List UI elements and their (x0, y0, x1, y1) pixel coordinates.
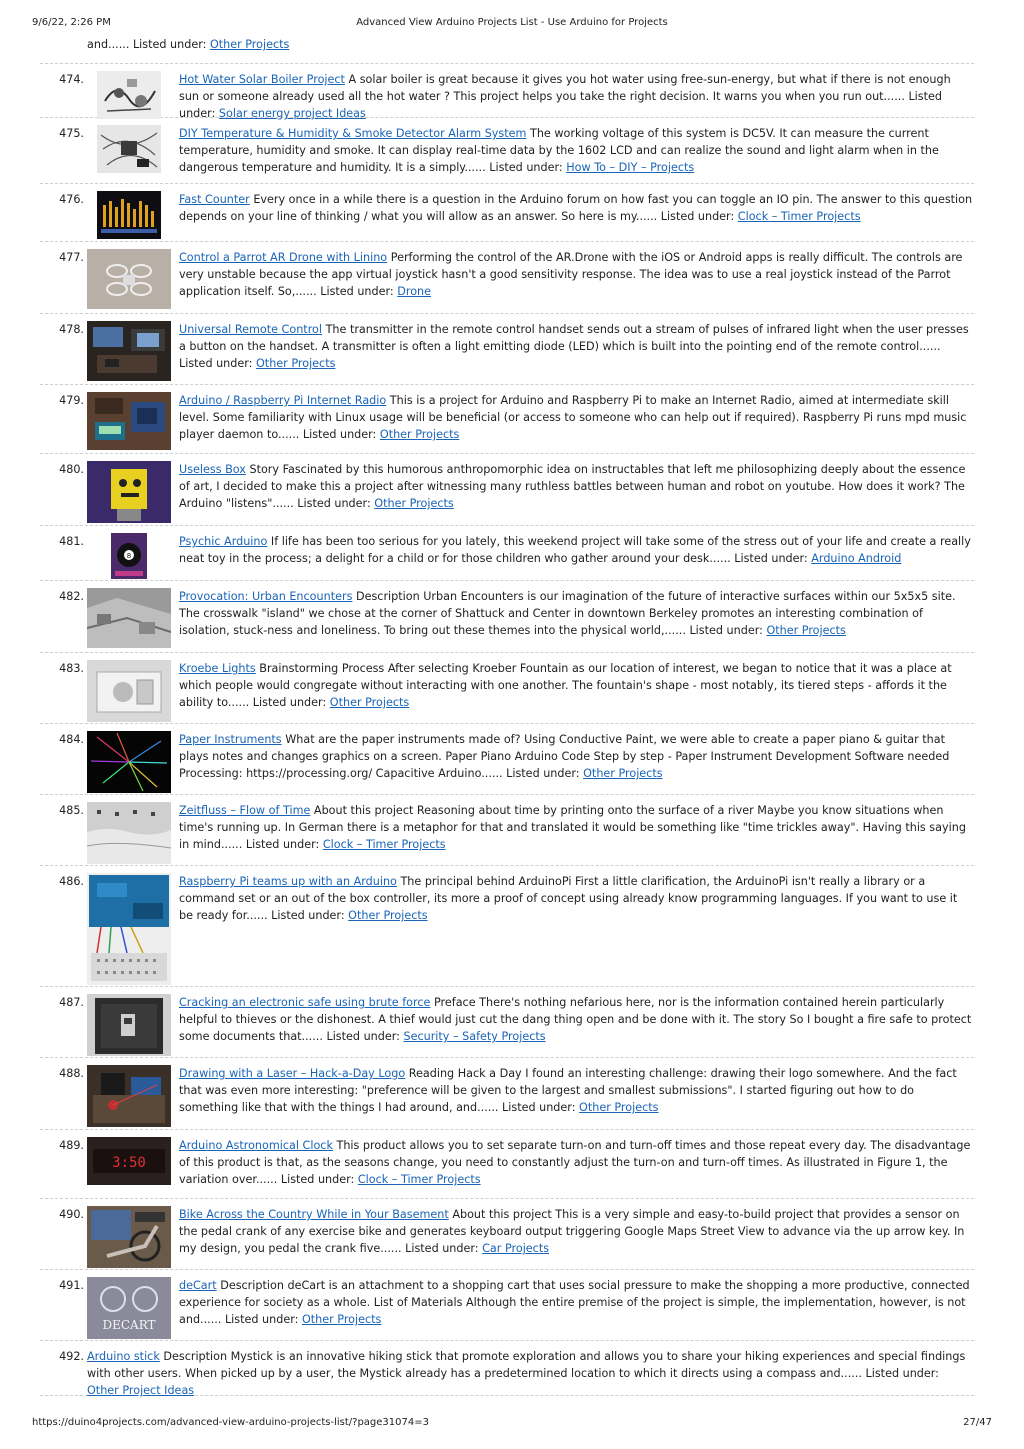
category-link[interactable]: Clock – Timer Projects (322, 838, 446, 851)
project-title-link[interactable]: Cracking an electronic safe using brute force (179, 996, 431, 1009)
project-title-link[interactable]: Useless Box (179, 463, 246, 476)
project-thumbnail[interactable] (87, 1206, 171, 1268)
list-item-text: Hot Water Solar Boiler Project A solar boiler is great because it gives you hot water using free-sun-energy, but what if there is not enough sun or someone already used all the hot water ? This project helps you take the right decision. It warns you when you run out...... Listed under: Solar energy project Ideas (179, 73, 951, 120)
list-item-text: Zeitfluss – Flow of Time About this project Reasoning about time by printing onto the surface of a river Maybe you know situations when time's running up. In German there is a metaphor for that and translated it would be something like "time trickles away". Having this saying in mind...... Listed under: Clock – Timer Projects (179, 804, 966, 851)
clock-digits: 3:50 (112, 1155, 146, 1171)
list-item-continuation (40, 36, 974, 64)
list-item (40, 184, 974, 242)
list-item-text: Arduino stick Description Mystick is an innovative hiking stick that promote exploration and allows you to share your hiking experiences and special findings with other users. When picked up by a user, the Mystick already has a predetermined location to which it directs using a compass and...... Listed under: Other Project Ideas (87, 1350, 966, 1397)
list-item (40, 866, 974, 987)
project-title-link[interactable]: Paper Instruments (179, 733, 282, 746)
print-url: https://duino4projects.com/advanced-view-arduino-projects-list/?page31074=3 (32, 1417, 429, 1428)
project-title-link[interactable]: Psychic Arduino (179, 535, 268, 548)
list-item (40, 118, 974, 184)
list-item (40, 987, 974, 1058)
item-number: 480. (59, 463, 84, 476)
project-title-link[interactable]: Arduino stick (87, 1350, 160, 1363)
list-item-text: Raspberry Pi teams up with an Arduino The principal behind ArduinoPi First a little clarification, the ArduinoPi isn't really a library or a command set or an out of the box controller, its more a proof of concept using already know programming languages. If you want to use it be ready for...... Listed under: Other Projects (179, 875, 958, 922)
list-item-text: Provocation: Urban Encounters Description Urban Encounters is our imagination of the future of interactive surfaces within our 5x5x5 site. The crosswalk "island" we chose at the corner of Shattuck and Center in downtown Berkeley promotes an interesting combination of isolation, stuck-ness and loneliness. To bring out these themes into the physical world,...... Listed under: Other Projects (179, 590, 956, 637)
category-link[interactable]: Other Projects (209, 38, 290, 51)
project-title-link[interactable]: Universal Remote Control (179, 323, 323, 336)
project-title-link[interactable]: Raspberry Pi teams up with an Arduino (179, 875, 397, 888)
category-link[interactable]: Solar energy project Ideas (218, 107, 366, 120)
item-number: 490. (59, 1208, 84, 1221)
project-thumbnail[interactable] (87, 588, 171, 648)
project-title-link[interactable]: Arduino / Raspberry Pi Internet Radio (179, 394, 387, 407)
category-link[interactable]: Other Projects (374, 497, 454, 510)
project-thumbnail[interactable] (97, 125, 161, 173)
list-item (40, 242, 974, 314)
project-title-link[interactable]: DIY Temperature & Humidity & Smoke Detector Alarm System (179, 127, 527, 140)
list-item-text: and...... Listed under: Other Projects (87, 38, 290, 51)
category-link[interactable]: Other Projects (583, 767, 663, 780)
project-title-link[interactable]: deCart (179, 1279, 217, 1292)
project-title-link[interactable]: Provocation: Urban Encounters (179, 590, 353, 603)
print-page-title: Advanced View Arduino Projects List - Use Arduino for Projects (356, 17, 668, 28)
item-number: 479. (59, 394, 84, 407)
project-title-link[interactable]: Hot Water Solar Boiler Project (179, 73, 345, 86)
item-number: 486. (59, 875, 84, 888)
project-title-link[interactable]: Kroebe Lights (179, 662, 256, 675)
list-item-text: Cracking an electronic safe using brute force Preface There's nothing nefarious here, nor is the information contained herein particularly helpful to thieves or the dishonest. A thief would just cut the dang thing open and be done with it. The story So I bought a fire safe to protect some documents that...... Listed under: Security – Safety Projects (179, 996, 972, 1043)
list-item-text: Arduino Astronomical Clock This product allows you to set separate turn-on and turn-off times and those repeat every day. The disadvantage of this product is that, as the seasons change, you need to constantly adjust the turn-on and turn-off times. As illustrated in Figure 1, the variation over...... Listed under: Clock – Timer Projects (179, 1139, 971, 1186)
list-item (40, 1199, 974, 1270)
category-link[interactable]: Other Projects (348, 909, 428, 922)
projects-list (40, 36, 974, 1396)
item-number: 491. (59, 1279, 84, 1292)
project-thumbnail[interactable] (87, 994, 171, 1056)
list-item (40, 1341, 974, 1396)
item-number: 474. (59, 73, 84, 86)
list-item (40, 64, 974, 118)
project-thumbnail[interactable] (87, 392, 171, 450)
item-number: 487. (59, 996, 84, 1009)
decart-logo-text: DECART (102, 1318, 156, 1332)
list-item-text: Fast Counter Every once in a while there is a question in the Arduino forum on how fast you can toggle an IO pin. The answer to this question depends on your line of thinking / what you will allow as an answer. So here is my...... Listed under: Clock – Timer Projects (179, 193, 973, 223)
list-item (40, 795, 974, 866)
item-number: 478. (59, 323, 84, 336)
category-link[interactable]: Drone (397, 285, 432, 298)
list-item-text: deCart Description deCart is an attachment to a shopping cart that uses social pressure to make the shopping a more productive, connected experience for society as a whole. List of Materials Although the entire premise of the project is simple, the implementation, however, is not and...... Listed under: Other Projects (179, 1279, 970, 1326)
list-item-text: Arduino / Raspberry Pi Internet Radio This is a project for Arduino and Raspberry Pi to make an Internet Radio, aimed at intermediate skill level. Some familiarity with Linux usage will be beneficial (or access to someone who can help out if required). Raspberry Pi runs mpd music player daemon to...... Listed under: Other Projects (179, 394, 967, 441)
project-thumbnail[interactable] (87, 461, 171, 523)
category-link[interactable]: Other Projects (379, 428, 460, 441)
list-item (40, 581, 974, 653)
category-link[interactable]: Security – Safety Projects (403, 1030, 546, 1043)
list-item-text: Paper Instruments What are the paper instruments made of? Using Conductive Paint, we were able to create a paper piano & guitar that plays notes and changes graphics on a screen. Paper Piano Arduino Code Step by step - Paper Instrument Development Software needed Processing: https://processing.org/ Capacitive Arduino...... Listed under: Other Projects (179, 733, 950, 780)
project-thumbnail[interactable] (87, 731, 171, 793)
project-title-link[interactable]: Drawing with a Laser – Hack-a-Day Logo (179, 1067, 406, 1080)
list-item-text: Useless Box Story Fascinated by this humorous anthropomorphic idea on instructables that left me philosophizing deeply about the essence of art, I decided to make this a project after witnessing many ruthless battles between human and robot on youtube. How does it work? The Arduino "listens"...... Listed under: Other Projects (179, 463, 966, 510)
category-link[interactable]: Clock – Timer Projects (737, 210, 861, 223)
item-number: 492. (59, 1350, 84, 1363)
list-item-text: Kroebe Lights Brainstorming Process After selecting Kroeber Fountain as our location of interest, we began to notice that it was a place at which people would congregate without interacting with one another. The fountain's shape - most notably, its tiered steps - affords it the ability to...... Listed under: Other Projects (179, 662, 952, 709)
list-item (40, 454, 974, 526)
project-thumbnail[interactable] (87, 1137, 171, 1185)
list-item (40, 1270, 974, 1341)
category-link[interactable]: How To – DIY – Projects (566, 161, 695, 174)
item-number: 484. (59, 733, 84, 746)
project-thumbnail[interactable] (87, 1277, 171, 1339)
category-link[interactable]: Car Projects (482, 1242, 550, 1255)
item-number: 481. (59, 535, 84, 548)
category-link[interactable]: Other Projects (301, 1313, 382, 1326)
list-item-text: Psychic Arduino If life has been too serious for you lately, this weekend project will take some of the stress out of your life and create a really neat toy in the process; a delight for a child or for those children who gather around your desk...... Listed under: Arduino Android (179, 535, 971, 565)
project-thumbnail[interactable] (87, 873, 171, 985)
category-link[interactable]: Other Projects (579, 1101, 659, 1114)
print-datetime: 9/6/22, 2:26 PM (32, 17, 111, 28)
list-item-text: Bike Across the Country While in Your Basement About this project This is a very simple and easy-to-build project that provides a sensor on the pedal crank of any exercise bike and generates keyboard output triggering Google Maps Street View to advance via the up arrow key. In my design, you pedal the crank five...... Listed under: Car Projects (179, 1208, 965, 1255)
list-item-text: Control a Parrot AR Drone with Linino Performing the control of the AR.Drone with the iOS or Android apps is really difficult. The controls are very unstable because the app virtual joystick hasn't a good sensitivity response. The idea was to use a real joystick instead of the Parrot application itself. So,...... Listed under: Drone (179, 251, 963, 298)
list-item-text: DIY Temperature & Humidity & Smoke Detector Alarm System The working voltage of this system is DC5V. It can measure the current temperature, humidity and smoke. It can display real-time data by the 1602 LCD and can realize the sound and light alarm when in the dangerous temperature and humidity. It is a simply...... Listed under: How To – DIY – Projects (179, 127, 939, 174)
category-link[interactable]: Arduino Android (811, 552, 902, 565)
item-number: 475. (59, 127, 84, 140)
list-item (40, 314, 974, 385)
item-number: 489. (59, 1139, 84, 1152)
item-number: 482. (59, 590, 84, 603)
list-item (40, 526, 974, 581)
project-title-link[interactable]: Control a Parrot AR Drone with Linino (179, 251, 388, 264)
project-thumbnail[interactable] (97, 191, 161, 239)
item-number: 476. (59, 193, 84, 206)
category-link[interactable]: Other Projects (329, 696, 410, 709)
item-number: 485. (59, 804, 84, 817)
category-link[interactable]: Other Projects (766, 624, 846, 637)
project-thumbnail[interactable] (87, 802, 171, 864)
project-thumbnail[interactable] (87, 249, 171, 309)
list-item-text: Universal Remote Control The transmitter in the remote control handset sends out a stream of pulses of infrared light when the user presses a button on the handset. A transmitter is often a light emitting diode (LED) which is built into the pointing end of the remote control...... Listed under: Other Projects (179, 323, 969, 370)
item-number: 488. (59, 1067, 84, 1080)
print-footer (32, 1417, 992, 1431)
svg-text:8: 8 (126, 552, 132, 560)
project-title-link[interactable]: Arduino Astronomical Clock (179, 1139, 333, 1152)
project-thumbnail[interactable] (87, 321, 171, 381)
project-title-link[interactable]: Zeitfluss – Flow of Time (179, 804, 311, 817)
list-item (40, 1058, 974, 1130)
item-number: 483. (59, 662, 84, 675)
project-thumbnail[interactable] (111, 533, 147, 579)
category-link[interactable]: Other Projects (256, 357, 336, 370)
item-number: 477. (59, 251, 84, 264)
project-title-link[interactable]: Bike Across the Country While in Your Basement (179, 1208, 449, 1221)
list-item (40, 385, 974, 454)
list-item-text: Drawing with a Laser – Hack-a-Day Logo Reading Hack a Day I found an interesting challenge: drawing their logo somewhere. And the fact that was even more interesting: "preference will be given to the largest and smallest submissions". I started figuring out how to do something like that with the things I had around, and...... Listed under: Other Projects (179, 1067, 957, 1114)
category-link[interactable]: Clock – Timer Projects (357, 1173, 481, 1186)
list-item (40, 653, 974, 724)
print-page-number: 27/47 (963, 1417, 992, 1428)
list-item (40, 1130, 974, 1199)
project-thumbnail[interactable] (87, 1065, 171, 1127)
project-thumbnail[interactable] (97, 71, 161, 119)
project-thumbnail[interactable] (87, 660, 171, 722)
category-link[interactable]: Other Project Ideas (87, 1384, 195, 1397)
project-title-link[interactable]: Fast Counter (179, 193, 250, 206)
print-header (32, 17, 992, 31)
list-item (40, 724, 974, 795)
